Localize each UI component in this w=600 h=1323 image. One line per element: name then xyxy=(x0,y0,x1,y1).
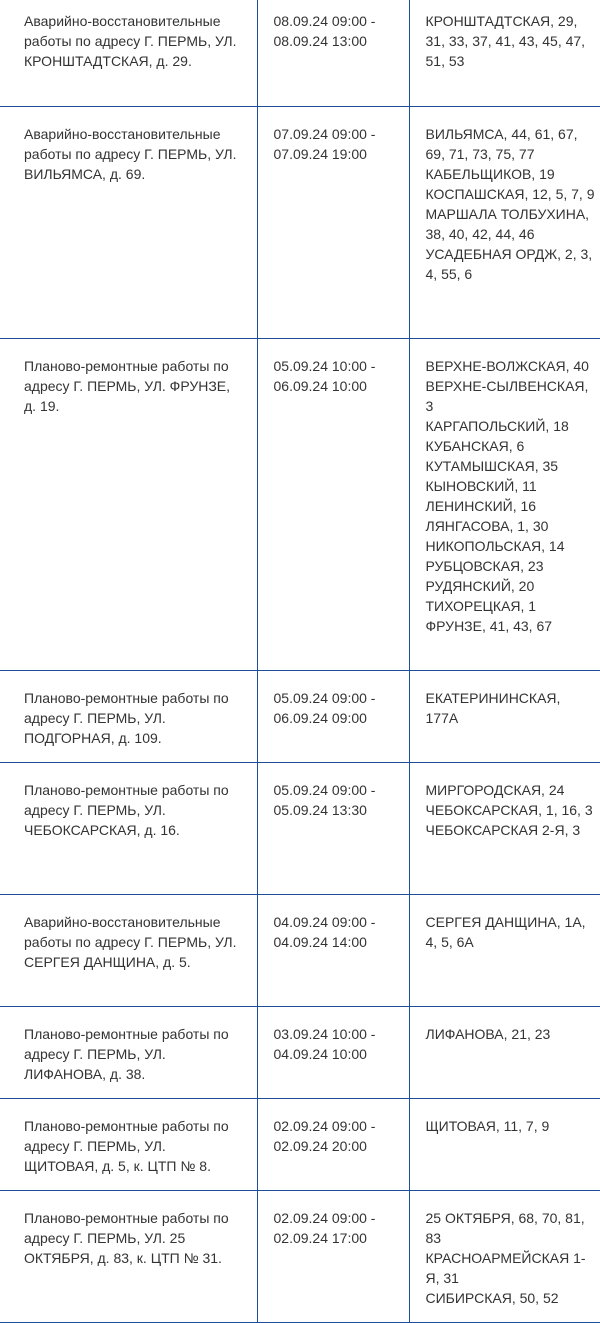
address-line: ЛИФАНОВА, 21, 23 xyxy=(425,1025,551,1042)
outage-period: 02.09.24 09:00 - 02.09.24 20:00 xyxy=(257,1098,409,1190)
address-line: ВЕРХНЕ-СЫЛВЕНСКАЯ, 3 xyxy=(425,377,589,414)
address-line: МИРГОРОДСКАЯ, 24 xyxy=(425,781,565,798)
outage-period: 02.09.24 09:00 - 02.09.24 17:00 xyxy=(257,1190,409,1322)
address-line: ЛЕНИНСКИЙ, 16 xyxy=(425,497,537,514)
address-line: ЧЕБОКСАРСКАЯ, 1, 16, 3 xyxy=(425,801,593,818)
outage-period: 04.09.24 09:00 - 04.09.24 14:00 xyxy=(257,894,409,1006)
affected-addresses xyxy=(409,670,600,762)
address-line: КАБЕЛЬЩИКОВ, 19 xyxy=(425,165,555,182)
affected-addresses xyxy=(409,1098,600,1190)
address-line: ЧЕБОКСАРСКАЯ 2-Я, 3 xyxy=(425,821,581,838)
table-row xyxy=(0,0,600,106)
address-line: РУБЦОВСКАЯ, 23 xyxy=(425,557,544,574)
table-row xyxy=(0,106,600,338)
address-line: ЕКАТЕРИНИНСКАЯ, 177А xyxy=(425,689,561,726)
work-description: Планово-ремонтные работы по адресу Г. ПЕРМЬ, УЛ. ФРУНЗЕ, д. 19. xyxy=(0,338,257,670)
table-row xyxy=(0,338,600,670)
work-description: Аварийно-восстановительные работы по адресу Г. ПЕРМЬ, УЛ. КРОНШТАДТСКАЯ, д. 29. xyxy=(0,0,257,106)
address-line: СИБИРСКАЯ, 50, 52 xyxy=(425,1289,559,1306)
address-line: КАРГАПОЛЬСКИЙ, 18 xyxy=(425,417,569,434)
address-line: НИКОПОЛЬСКАЯ, 14 xyxy=(425,537,565,554)
table-row xyxy=(0,762,600,894)
table-row xyxy=(0,1098,600,1190)
address-line: ТИХОРЕЦКАЯ, 1 xyxy=(425,597,537,614)
affected-addresses xyxy=(409,338,600,670)
address-line: КУТАМЫШСКАЯ, 35 xyxy=(425,457,559,474)
address-line: СЕРГЕЯ ДАНЩИНА, 1А, 4, 5, 6А xyxy=(425,913,586,950)
address-line: 25 ОКТЯБРЯ, 68, 70, 81, 83 xyxy=(425,1209,585,1246)
work-description: Планово-ремонтные работы по адресу Г. ПЕРМЬ, УЛ. ПОДГОРНАЯ, д. 109. xyxy=(0,670,257,762)
address-line: ЛЯНГАСОВА, 1, 30 xyxy=(425,517,549,534)
outage-period: 03.09.24 10:00 - 04.09.24 10:00 xyxy=(257,1006,409,1098)
affected-addresses xyxy=(409,1190,600,1322)
table-row xyxy=(0,1006,600,1098)
address-line: КУБАНСКАЯ, 6 xyxy=(425,437,525,454)
address-line: ЩИТОВАЯ, 11, 7, 9 xyxy=(425,1117,550,1134)
affected-addresses xyxy=(409,894,600,1006)
outage-period: 08.09.24 09:00 - 08.09.24 13:00 xyxy=(257,0,409,106)
work-description: Планово-ремонтные работы по адресу Г. ПЕРМЬ, УЛ. ЩИТОВАЯ, д. 5, к. ЦТП № 8. xyxy=(0,1098,257,1190)
table-row xyxy=(0,1190,600,1322)
outage-period: 05.09.24 09:00 - 06.09.24 09:00 xyxy=(257,670,409,762)
work-description: Аварийно-восстановительные работы по адресу Г. ПЕРМЬ, УЛ. СЕРГЕЯ ДАНЩИНА, д. 5. xyxy=(0,894,257,1006)
address-line: КРАСНОАРМЕЙСКАЯ 1-Я, 31 xyxy=(425,1249,586,1286)
address-line: УСАДЕБНАЯ ОРДЖ, 2, 3, 4, 55, 6 xyxy=(425,245,593,282)
outage-period: 05.09.24 09:00 - 05.09.24 13:30 xyxy=(257,762,409,894)
affected-addresses xyxy=(409,762,600,894)
address-line: МАРШАЛА ТОЛБУХИНА, 38, 40, 42, 44, 46 xyxy=(425,205,590,242)
address-line: ФРУНЗЕ, 41, 43, 67 xyxy=(425,617,553,634)
address-line: КЫНОВСКИЙ, 11 xyxy=(425,477,537,494)
work-description: Планово-ремонтные работы по адресу Г. ПЕРМЬ, УЛ. ЧЕБОКСАРСКАЯ, д. 16. xyxy=(0,762,257,894)
table-row xyxy=(0,670,600,762)
affected-addresses xyxy=(409,106,600,338)
affected-addresses xyxy=(409,0,600,106)
address-line: ВИЛЬЯМСА, 44, 61, 67, 69, 71, 73, 75, 77 xyxy=(425,125,578,162)
affected-addresses xyxy=(409,1006,600,1098)
table-row xyxy=(0,894,600,1006)
address-line: КРОНШТАДТСКАЯ, 29, 31, 33, 37, 41, 43, 45, 47, 51, 53 xyxy=(425,13,586,69)
work-description: Планово-ремонтные работы по адресу Г. ПЕРМЬ, УЛ. 25 ОКТЯБРЯ, д. 83, к. ЦТП № 31. xyxy=(0,1190,257,1322)
outage-period: 07.09.24 09:00 - 07.09.24 19:00 xyxy=(257,106,409,338)
outage-period: 05.09.24 10:00 - 06.09.24 10:00 xyxy=(257,338,409,670)
address-line: РУДЯНСКИЙ, 20 xyxy=(425,577,535,594)
work-description: Планово-ремонтные работы по адресу Г. ПЕРМЬ, УЛ. ЛИФАНОВА, д. 38. xyxy=(0,1006,257,1098)
address-line: КОСПАШСКАЯ, 12, 5, 7, 9 xyxy=(425,185,595,202)
work-description: Аварийно-восстановительные работы по адресу Г. ПЕРМЬ, УЛ. ВИЛЬЯМСА, д. 69. xyxy=(0,106,257,338)
address-line: ВЕРХНЕ-ВОЛЖСКАЯ, 40 xyxy=(425,357,589,374)
